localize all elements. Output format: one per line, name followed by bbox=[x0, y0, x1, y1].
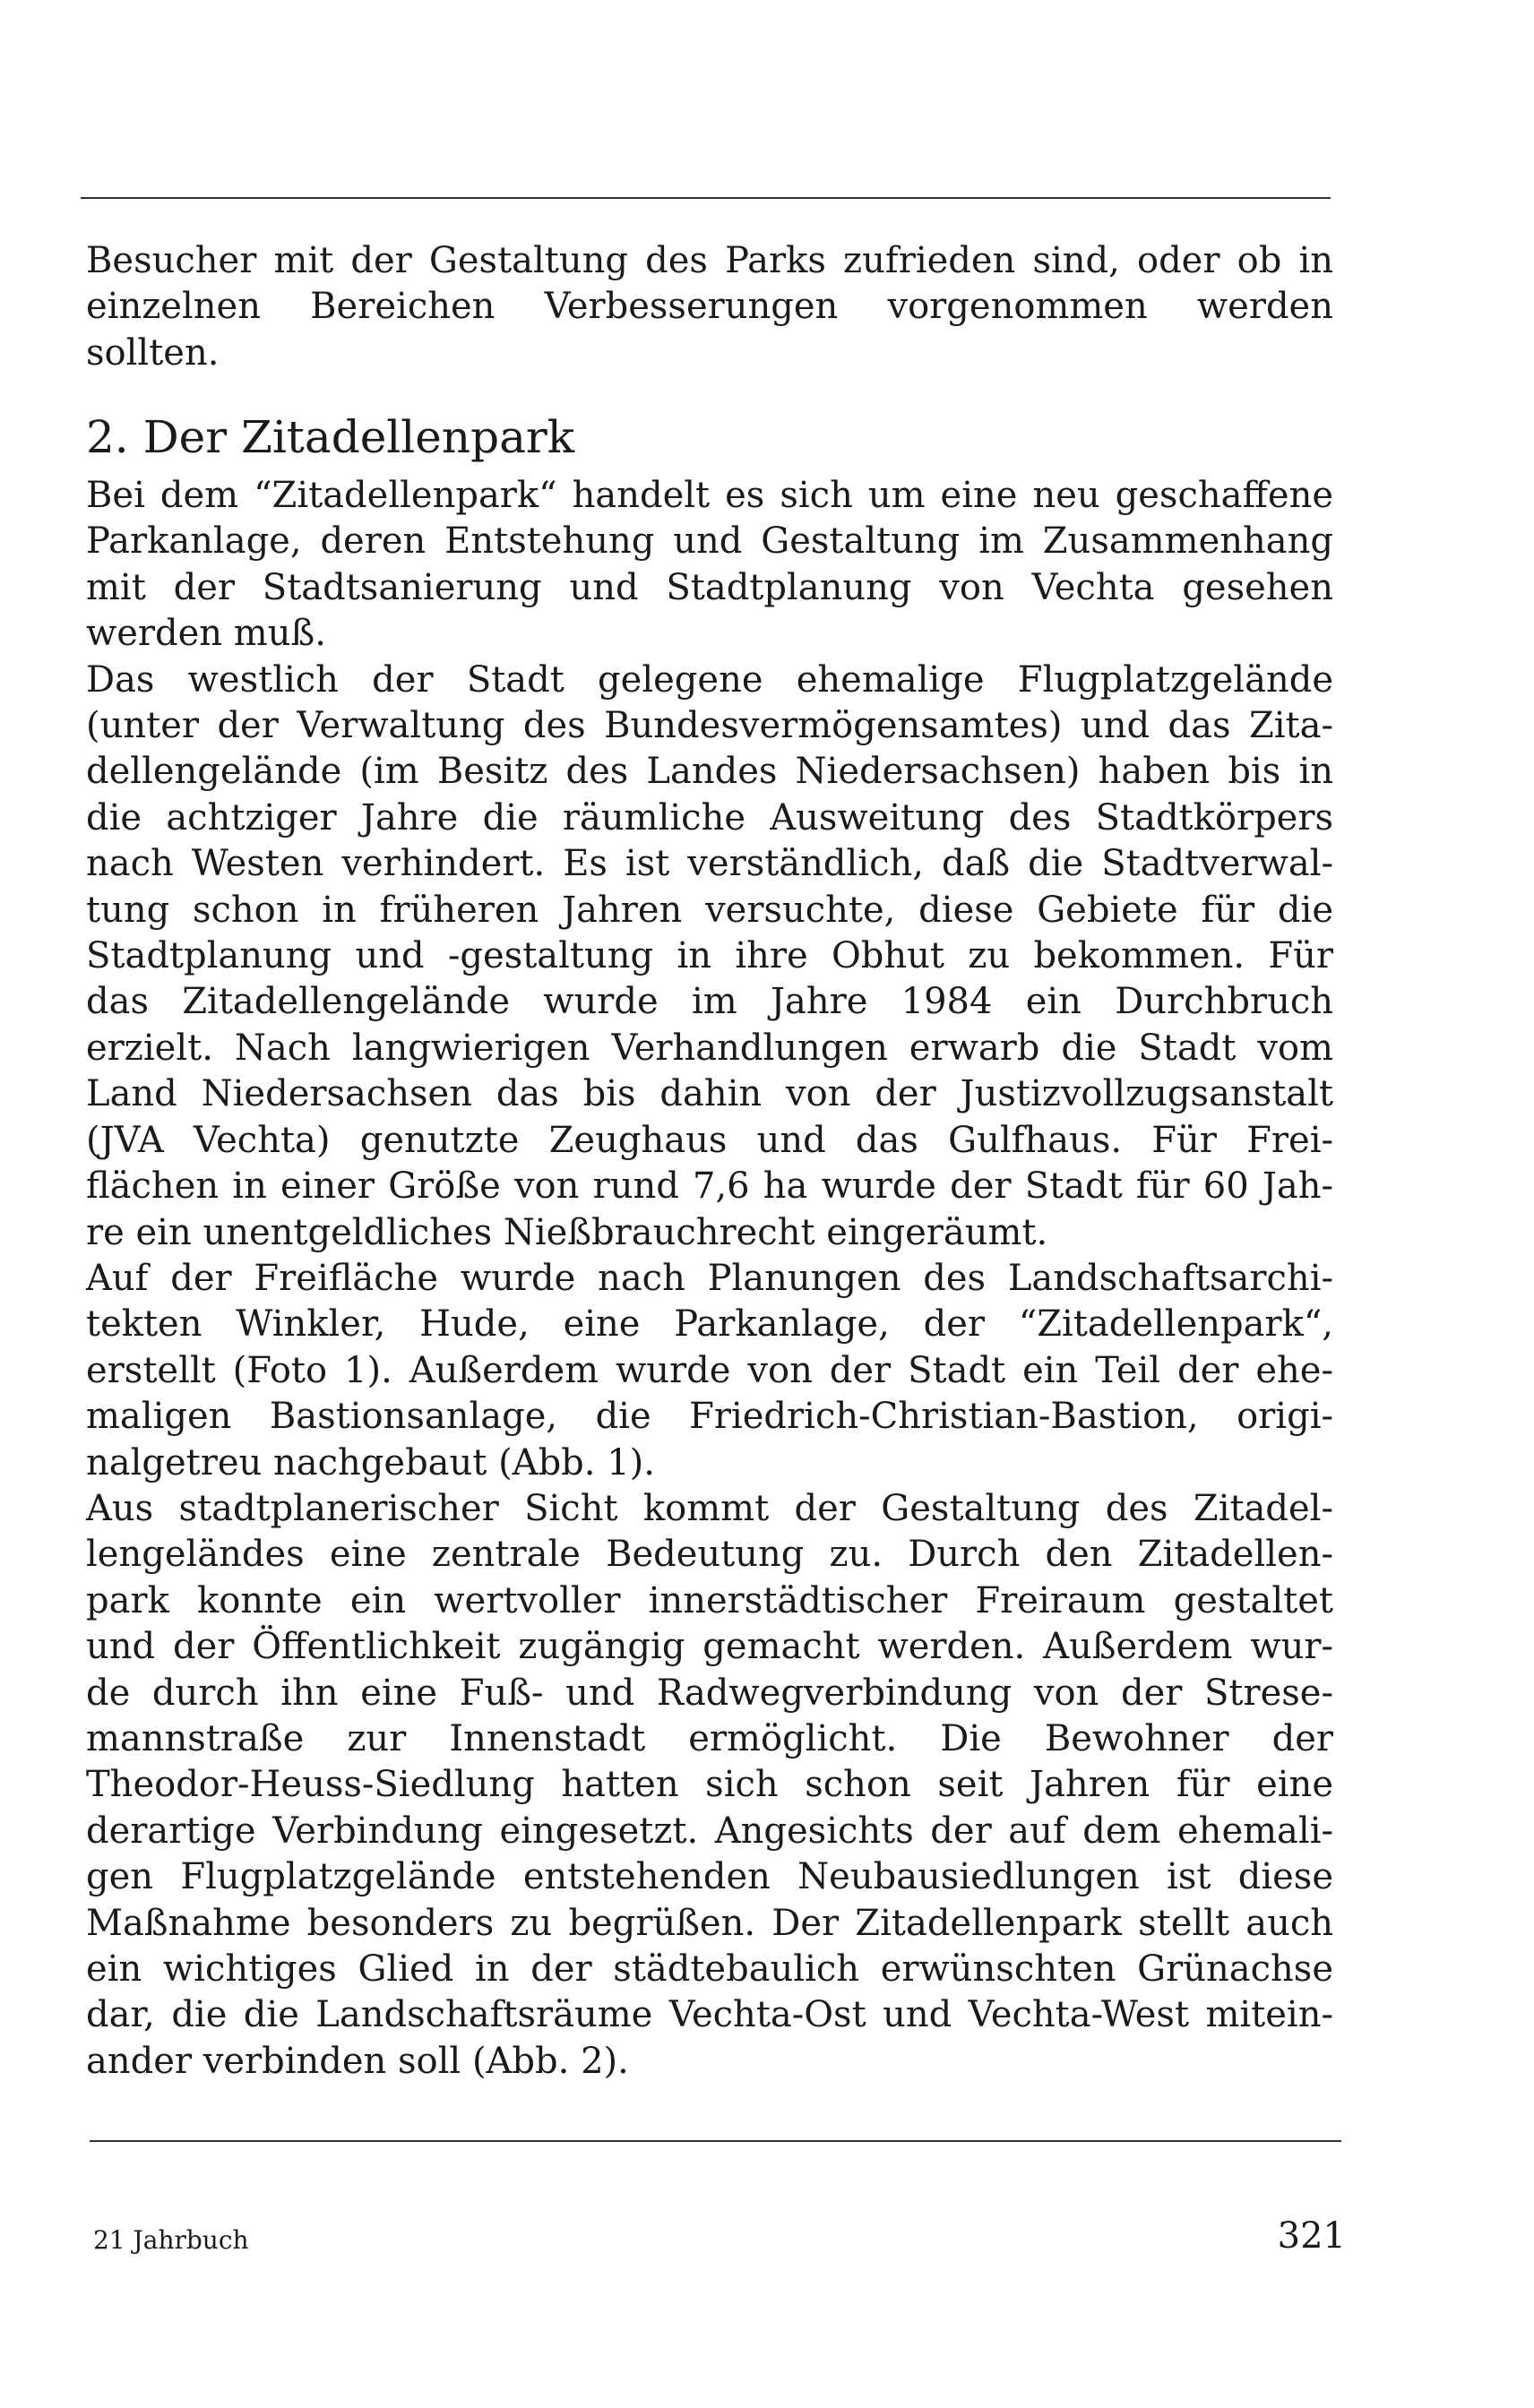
text-line: mannstraße zur Innenstadt ermöglicht. Die Bewohner der bbox=[86, 1717, 1333, 1759]
text-line: Auf der Freifläche wurde nach Planungen des Landschaftsarchi- bbox=[86, 1257, 1333, 1299]
text-line: Das westlich der Stadt gelegene ehemalige Flugplatzgelände bbox=[86, 658, 1333, 701]
paragraph bbox=[86, 1486, 1333, 2085]
text-line: die achtziger Jahre die räumliche Ausweitung des Stadtkörpers bbox=[86, 796, 1333, 838]
text-line: Bei dem “Zitadellenpark“ handelt es sich um eine neu geschaffene bbox=[86, 475, 1333, 516]
footer-signature: 21 Jahrbuch bbox=[93, 2225, 249, 2255]
text-line: und der Öffentlichkeit zugängig gemacht werden. Außerdem wur- bbox=[86, 1626, 1333, 1668]
text-line: ander verbinden soll (Abb. 2). bbox=[86, 2040, 629, 2082]
top-rule bbox=[81, 197, 1331, 199]
text-line: dellengelände (im Besitz des Landes Niedersachsen) haben bis in bbox=[86, 751, 1333, 793]
section-body bbox=[86, 473, 1333, 2085]
text-line: tung schon in früheren Jahren versuchte, diese Gebiete für die bbox=[86, 889, 1333, 931]
text-line: park konnte ein wertvoller innerstädtischer Freiraum gestaltet bbox=[86, 1579, 1333, 1621]
text-line: werden muß. bbox=[86, 613, 326, 655]
text-line: gen Flugplatzgelände entstehenden Neubausiedlungen ist diese bbox=[86, 1856, 1333, 1898]
section-heading: 2. Der Zitadellenpark bbox=[86, 411, 575, 463]
text-line: ein wichtiges Glied in der städtebaulich erwünschten Grünachse bbox=[86, 1948, 1333, 1990]
text-line: Besucher mit der Gestaltung des Parks zufrieden sind, oder ob in bbox=[86, 240, 1333, 281]
text-line: lengeländes eine zentrale Bedeutung zu. Durch den Zitadellen- bbox=[86, 1534, 1333, 1576]
text-line: tekten Winkler, Hude, eine Parkanlage, der “Zitadellenpark“, bbox=[86, 1303, 1333, 1346]
text-line: erstellt (Foto 1). Außerdem wurde von der Stadt ein Teil der ehe- bbox=[86, 1349, 1333, 1391]
paragraph bbox=[86, 658, 1333, 1256]
text-line: derartige Verbindung eingesetzt. Angesichts der auf dem ehemali- bbox=[86, 1810, 1333, 1852]
text-line: (unter der Verwaltung des Bundesvermögensamtes) und das Zita- bbox=[86, 705, 1333, 747]
text-line: das Zitadellengelände wurde im Jahre 1984 ein Durchbruch bbox=[86, 981, 1333, 1023]
text-line: Aus stadtplanerischer Sicht kommt der Gestaltung des Zitadel- bbox=[86, 1487, 1333, 1529]
text-line: sollten. bbox=[86, 331, 220, 374]
text-line: nach Westen verhindert. Es ist verständlich, daß die Stadtverwal- bbox=[86, 843, 1333, 885]
intro-paragraph bbox=[86, 238, 1333, 376]
text-line: Land Niedersachsen das bis dahin von der Justizvollzugsanstalt bbox=[86, 1073, 1333, 1115]
text-line: einzelnen Bereichen Verbesserungen vorgenommen werden bbox=[86, 286, 1333, 328]
bottom-rule bbox=[90, 2140, 1341, 2142]
text-line: Stadtplanung und -gestaltung in ihre Obhut zu bekommen. Für bbox=[86, 935, 1333, 977]
text-line: flächen in einer Größe von rund 7,6 ha wurde der Stadt für 60 Jah- bbox=[86, 1165, 1333, 1208]
text-line: Maßnahme besonders zu begrüßen. Der Zitadellenpark stellt auch bbox=[86, 1902, 1333, 1944]
text-line: re ein unentgeldliches Nießbrauchrecht eingeräumt. bbox=[86, 1211, 1048, 1253]
paragraph bbox=[86, 1256, 1333, 1486]
text-line: (JVA Vechta) genutzte Zeughaus und das Gulfhaus. Für Frei- bbox=[86, 1119, 1333, 1161]
text-line: Theodor-Heuss-Siedlung hatten sich schon seit Jahren für eine bbox=[86, 1764, 1333, 1806]
text-line: erzielt. Nach langwierigen Verhandlungen erwarb die Stadt vom bbox=[86, 1027, 1333, 1069]
text-line: mit der Stadtsanierung und Stadtplanung von Vechta gesehen bbox=[86, 566, 1333, 608]
text-line: dar, die die Landschaftsräume Vechta-Ost und Vechta-West mitein- bbox=[86, 1994, 1333, 2036]
text-line: Parkanlage, deren Entstehung und Gestaltung im Zusammenhang bbox=[86, 520, 1333, 563]
text-line: maligen Bastionsanlage, die Friedrich-Christian-Bastion, origi- bbox=[86, 1396, 1333, 1438]
text-line: nalgetreu nachgebaut (Abb. 1). bbox=[86, 1441, 655, 1484]
page-number: 321 bbox=[1277, 2215, 1346, 2257]
paragraph bbox=[86, 473, 1333, 658]
text-line: de durch ihn eine Fuß- und Radwegverbindung von der Strese- bbox=[86, 1672, 1333, 1714]
